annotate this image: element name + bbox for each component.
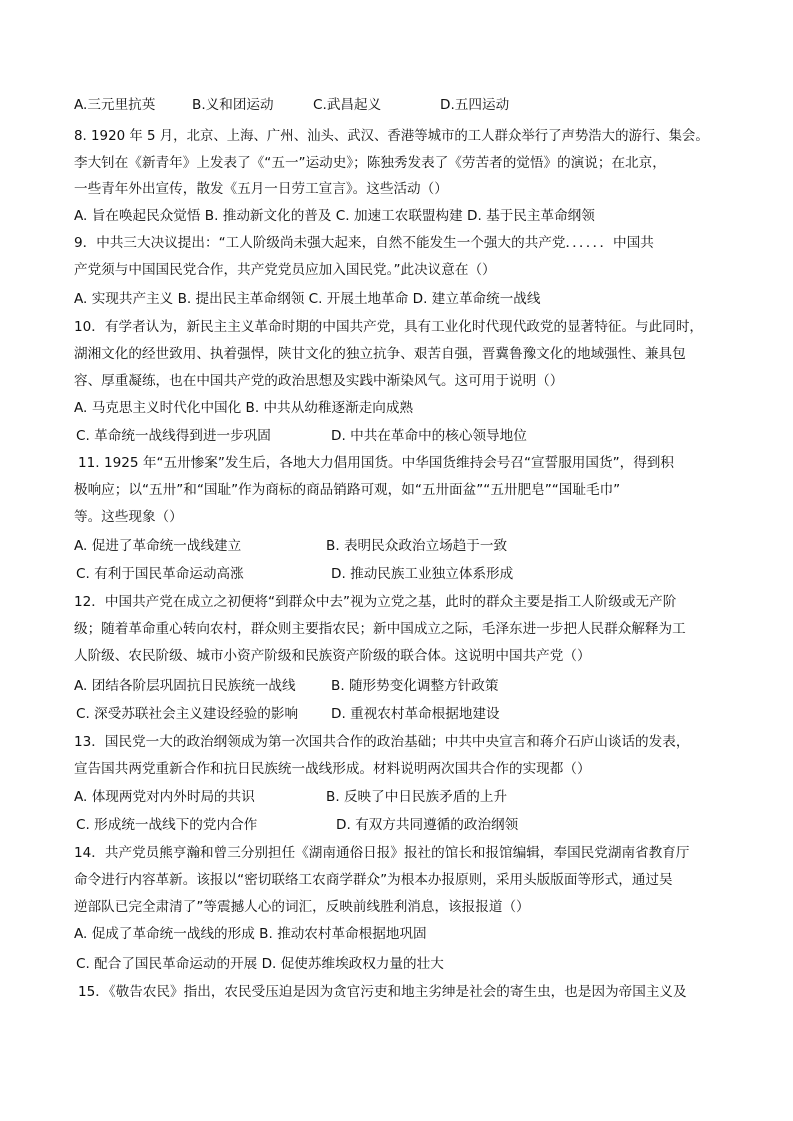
q11-stem-line-2: 极响应；以“五卅”和“国耻”作为商标的商品销路可观，如“五卅面盆”“五卅肥皂”“国耻毛巾”: [74, 482, 621, 498]
q7-option-d: D.五四运动: [440, 97, 510, 113]
q11-option-d: D. 推动民族工业独立体系形成: [331, 566, 514, 582]
q13-option-b: B. 反映了中日民族矛盾的上升: [326, 789, 508, 805]
q11-stem-line-1: 11. 1925 年“五卅惨案”发生后，各地大力倡用国货。中华国货维持会号召“宣誓服用国货”，得到积: [78, 455, 674, 471]
q7-option-a: A.三元里抗英: [74, 97, 156, 113]
q10-options-a-b: A. 马克思主义时代化中国化 B. 中共从幼稚逐渐走向成熟: [74, 400, 414, 416]
q14-stem-line-1: 14．共产党员熊亨瀚和曾三分别担任《湖南通俗日报》报社的馆长和报馆编辑，奉国民党湖南省教育厅: [74, 845, 690, 861]
q13-stem-line-1: 13．国民党一大的政治纲领成为第一次国共合作的政治基础；中共中央宣言和蒋介石庐山谈话的发表，: [74, 734, 690, 750]
q11-option-c: C. 有利于国民革命运动高涨: [76, 566, 244, 582]
q13-stem-line-2: 宣告国共两党重新合作和抗日民族统一战线形成。材料说明两次国共合作的实现都（）: [74, 761, 591, 777]
q13-option-c: C. 形成统一战线下的党内合作: [76, 817, 258, 833]
q8-options: A. 旨在唤起民众觉悟 B. 推动新文化的普及 C. 加速工农联盟构建 D. 基于民主革命纲领: [74, 208, 595, 224]
q11-stem-line-3: 等。这些现象（）: [74, 509, 183, 525]
q13-option-d: D. 有双方共同遵循的政治纲领: [336, 817, 519, 833]
q14-options-c-d: C. 配合了国民革命运动的开展 D. 促使苏维埃政权力量的壮大: [76, 956, 444, 972]
q14-options-a-b: A. 促成了革命统一战线的形成 B. 推动农村革命根据地巩固: [74, 926, 427, 942]
q12-option-b: B. 随形势变化调整方针政策: [331, 678, 499, 694]
q8-stem-line-1: 8. 1920 年 5 月，北京、上海、广州、汕头、武汉、香港等城市的工人群众举行了声势浩大的游行、集会。: [74, 129, 709, 144]
q12-option-a: A. 团结各阶层巩固抗日民族统一战线: [74, 678, 296, 694]
q12-option-c: C. 深受苏联社会主义建设经验的影响: [76, 706, 299, 722]
q9-options: A. 实现共产主义 B. 提出民主革命纲领 C. 开展土地革命 D. 建立革命统一战线: [74, 291, 541, 307]
q8-stem-line-2: 李大钊在《新青年》上发表了《“五一”运动史》；陈独秀发表了《劳苦者的觉悟》的演说；在北京，: [74, 155, 666, 171]
q7-option-c: C.武昌起义: [313, 97, 382, 113]
q14-stem-line-2: 命令进行内容革新。该报以“密切联络工农商学群众”为根本办报原则，采用头版版面等形式，通过吴: [74, 872, 673, 888]
q9-stem-line-2: 产党须与中国国民党合作，共产党党员应加入国民党。”此决议意在（）: [74, 262, 496, 278]
q12-stem-line-1: 12．中国共产党在成立之初便将“到群众中去”视为立党之基，此时的群众主要是指工人阶级或无产阶: [74, 594, 677, 610]
q10-option-d: D. 中共在革命中的核心领导地位: [331, 428, 527, 444]
q10-stem-line-2: 湖湘文化的经世致用、执着强悍，陕甘文化的独立抗争、艰苦自强，晋冀鲁豫文化的地域强性、兼具包: [74, 346, 686, 362]
q13-option-a: A. 体现两党对内外时局的共识: [74, 789, 255, 805]
q12-option-d: D. 重视农村革命根据地建设: [331, 706, 500, 722]
q11-option-a: A. 促进了革命统一战线建立: [74, 538, 242, 554]
q8-stem-line-3: 一些青年外出宣传，散发《五月一日劳工宣言》。这些活动（）: [74, 181, 448, 197]
q10-stem-line-3: 容、厚重凝练，也在中国共产党的政治思想及实践中渐染风气。这可用于说明（）: [74, 373, 564, 389]
q10-option-c: C. 革命统一战线得到进一步巩固: [76, 428, 271, 444]
q11-option-b: B. 表明民众政治立场趋于一致: [326, 538, 508, 554]
q10-stem-line-1: 10．有学者认为，新民主主义革命时期的中国共产党，具有工业化时代现代政党的显著特征。与此同时，: [74, 319, 704, 335]
q7-option-b: B.义和团运动: [192, 97, 274, 113]
q14-stem-line-3: 逆部队已完全肃清了”等震撼人心的词汇，反映前线胜利消息，该报报道（）: [74, 899, 530, 915]
q9-stem-line-1: 9．中共三大决议提出：“工人阶级尚未强大起来，自然不能发生一个强大的共产党．．．．．．中国共: [74, 235, 654, 251]
q12-stem-line-3: 人阶级、农民阶级、城市小资产阶级和民族资产阶级的联合体。这说明中国共产党（）: [74, 648, 591, 664]
q12-stem-line-2: 级；随着革命重心转向农村，群众则主要指农民；新中国成立之际，毛泽东进一步把人民群众解释为工: [74, 621, 686, 637]
q15-stem-line-1: 15．《敬告农民》指出，农民受压迫是因为贪官污吏和地主劣绅是社会的寄生虫，也是因为帝国主义及: [78, 984, 687, 1000]
